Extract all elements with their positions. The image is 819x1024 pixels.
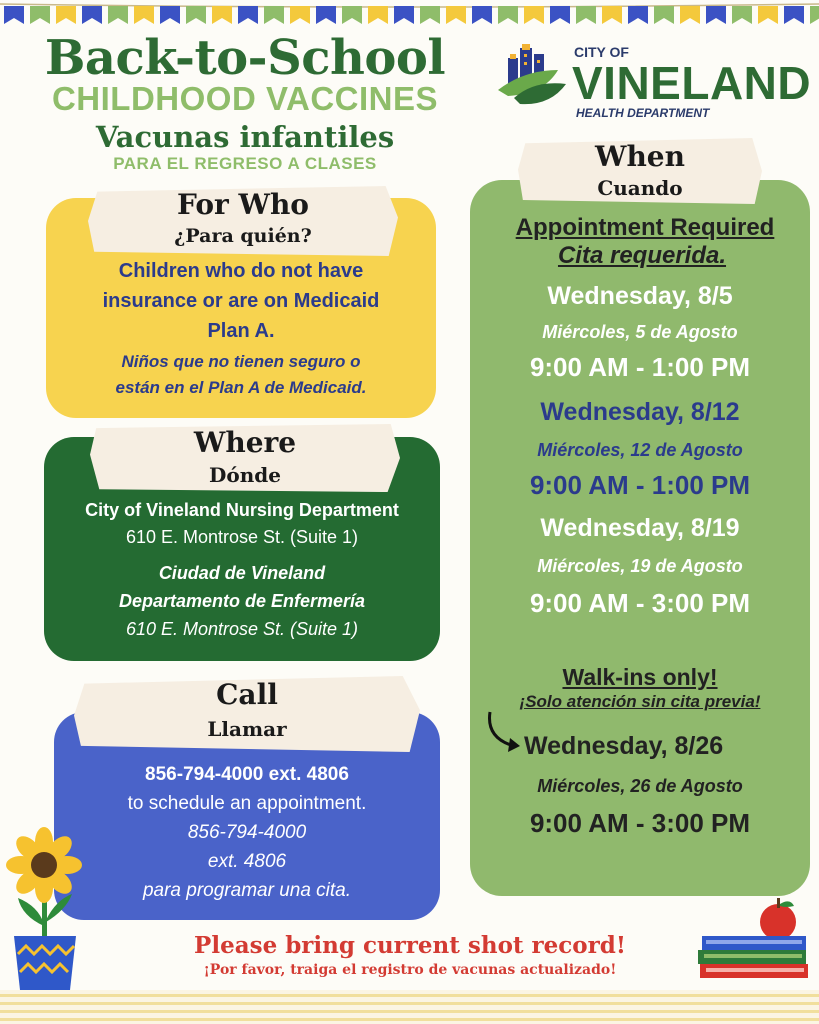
title-vacunas-infantiles: Vacunas infantiles [95, 120, 395, 154]
for-who-line5: están en el Plan A de Medicaid. [115, 378, 367, 397]
bunting-flag [602, 6, 622, 24]
title-childhood-vaccines: CHILDHOOD VACCINES [51, 80, 439, 117]
bottom-stripes-decoration [0, 990, 819, 1024]
footer-bring-shot-record: Please bring current shot record! [194, 932, 626, 959]
title-regreso-clases: PARA EL REGRESO A CLASES [113, 154, 377, 173]
call-line5: para programar una cita. [142, 880, 352, 901]
when-heading-es: Cuando [597, 176, 683, 200]
logo-health-department: HEALTH DEPARTMENT [576, 106, 710, 120]
where-line1: City of Vineland Nursing Department [85, 500, 399, 520]
bunting-flag [56, 6, 76, 24]
bunting-flag [810, 6, 819, 24]
date-2-es: Miércoles, 12 de Agosto [537, 440, 743, 460]
bunting-flag [472, 6, 492, 24]
when-heading: When [595, 140, 685, 173]
time-1: 9:00 AM - 1:00 PM [529, 352, 751, 382]
bunting-flag [576, 6, 596, 24]
bunting-flag [524, 6, 544, 24]
date-1: Wednesday, 8/5 [547, 282, 733, 310]
bunting-flag [264, 6, 284, 24]
bunting-flag [4, 6, 24, 24]
bunting-decoration [0, 0, 819, 32]
where-heading-es: Dónde [209, 463, 281, 487]
call-heading-es: Llamar [207, 717, 287, 741]
bunting-flag [550, 6, 570, 24]
for-who-line4: Niños que no tienen seguro o [121, 352, 361, 371]
where-line4: Departamento de Enfermería [118, 591, 366, 611]
title-back-to-school: Back-to-School [44, 30, 446, 86]
call-line2: to schedule an appointment. [127, 793, 367, 814]
time-3: 9:00 AM - 3:00 PM [529, 588, 751, 618]
date-1-es: Miércoles, 5 de Agosto [542, 322, 738, 342]
bunting-flag [628, 6, 648, 24]
logo-vineland: VINELAND [572, 57, 812, 109]
logo-city-of: CITY OF [574, 44, 629, 60]
cita-requerida: Cita requerida. [557, 242, 727, 269]
bunting-flag [758, 6, 778, 24]
appointment-required: Appointment Required [515, 214, 775, 241]
bunting-flag [654, 6, 674, 24]
where-line2: 610 E. Montrose St. (Suite 1) [125, 527, 359, 547]
bunting-flag [368, 6, 388, 24]
for-who-heading: For Who [176, 188, 309, 221]
where-line5: 610 E. Montrose St. (Suite 1) [125, 619, 359, 639]
time-2: 9:00 AM - 1:00 PM [529, 470, 751, 500]
bunting-flag [238, 6, 258, 24]
date-4: Wednesday, 8/26 [524, 732, 724, 760]
bunting-flag [160, 6, 180, 24]
date-2: Wednesday, 8/12 [540, 398, 740, 426]
where-line3: Ciudad de Vineland [158, 563, 326, 583]
bunting-flag [30, 6, 50, 24]
call-heading: Call [216, 678, 278, 711]
where-heading: Where [193, 426, 297, 459]
date-4-es: Miércoles, 26 de Agosto [537, 776, 743, 796]
bunting-flag [108, 6, 128, 24]
for-who-line3: Plan A. [207, 320, 275, 342]
bunting-flag [290, 6, 310, 24]
bunting-flag [134, 6, 154, 24]
bunting-flag [316, 6, 336, 24]
walk-ins-only: Walk-ins only! [562, 664, 718, 690]
footer-bring-shot-record-es: ¡Por favor, traiga el registro de vacunas actualizado! [203, 962, 617, 978]
for-who-line1: Children who do not have [118, 260, 364, 282]
call-line4: ext. 4806 [207, 851, 287, 872]
for-who-heading-es: ¿Para quién? [174, 225, 312, 247]
bunting-flag [680, 6, 700, 24]
bunting-flag [784, 6, 804, 24]
sunflower-pot-icon [4, 826, 86, 994]
bunting-flag [446, 6, 466, 24]
curved-arrow-icon [484, 708, 524, 756]
bunting-flag [498, 6, 518, 24]
books-apple-icon [696, 896, 812, 986]
bunting-flag [394, 6, 414, 24]
walk-ins-only-es: ¡Solo atención sin cita previa! [519, 692, 761, 711]
time-4: 9:00 AM - 3:00 PM [529, 808, 751, 838]
bunting-flag [420, 6, 440, 24]
vineland-logo-icon [494, 40, 574, 112]
bunting-flag [82, 6, 102, 24]
bunting-flag [186, 6, 206, 24]
call-line3: 856-794-4000 [187, 822, 307, 843]
bunting-flag [732, 6, 752, 24]
bunting-flag [342, 6, 362, 24]
date-3: Wednesday, 8/19 [540, 514, 740, 542]
call-line1: 856-794-4000 ext. 4806 [145, 764, 349, 785]
bunting-flag [212, 6, 232, 24]
date-3-es: Miércoles, 19 de Agosto [537, 556, 743, 576]
for-who-line2: insurance or are on Medicaid [102, 290, 380, 312]
bunting-flag [706, 6, 726, 24]
